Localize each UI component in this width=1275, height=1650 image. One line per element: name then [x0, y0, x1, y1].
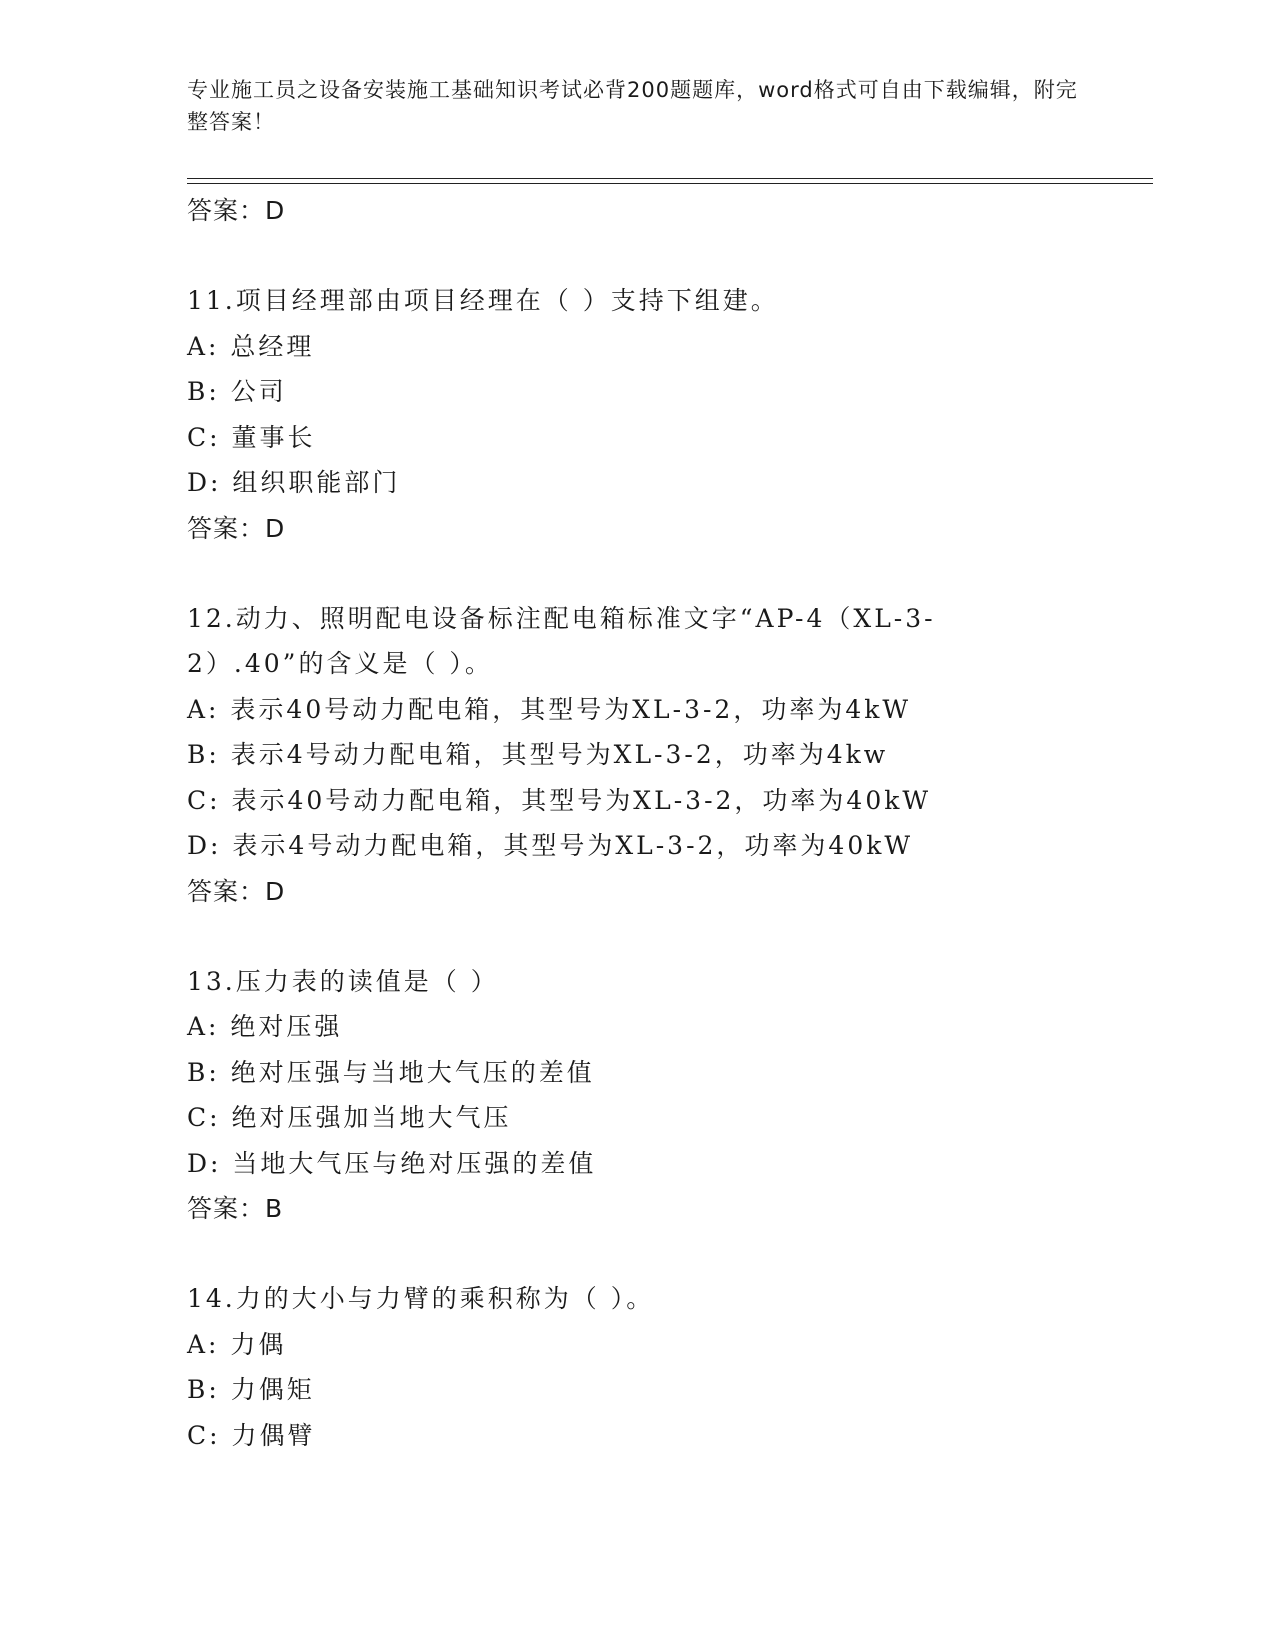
question-stem: 14.力的大小与力臂的乘积称为（ ）。 — [187, 1284, 655, 1313]
option-c: C: 绝对压强加当地大气压 — [187, 1103, 512, 1132]
page-header: 专业施工员之设备安装施工基础知识考试必背200题题库，word格式可自由下载编辑，附完整答案！ — [187, 78, 1078, 134]
option-a: A: 总经理 — [187, 331, 315, 361]
question-14 — [187, 1276, 1147, 1458]
previous-answer: 答案：D — [187, 196, 286, 225]
option-d: D: 当地大气压与绝对压强的差值 — [187, 1148, 597, 1178]
option-a: A: 表示40号动力配电箱，其型号为XL-3-2，功率为4kW — [187, 694, 912, 724]
answer: 答案：D — [187, 513, 286, 543]
option-a: A: 力偶 — [187, 1329, 287, 1359]
question-stem: 11.项目经理部由项目经理在（ ）支持下组建。 — [187, 286, 779, 315]
question-stem: 13.压力表的读值是（ ） — [187, 966, 499, 996]
option-c: C: 表示40号动力配电箱，其型号为XL-3-2，功率为40kW — [187, 785, 932, 815]
answer: 答案：B — [187, 1194, 284, 1223]
option-b: B: 力偶矩 — [187, 1375, 315, 1404]
header-divider — [187, 178, 1153, 184]
option-a: A: 绝对压强 — [187, 1012, 343, 1041]
question-stem: 12.动力、照明配电设备标注配电箱标准文字“AP-4（XL-3-2）.40”的含义是（ ）。 — [187, 603, 936, 678]
option-b: B: 公司 — [187, 377, 287, 406]
answer: 答案：D — [187, 876, 286, 906]
option-d: D: 组织职能部门 — [187, 468, 401, 497]
question-12 — [187, 596, 1147, 915]
option-c: C: 董事长 — [187, 422, 316, 452]
question-13 — [187, 959, 1147, 1233]
option-d: D: 表示4号动力配电箱，其型号为XL-3-2，功率为40kW — [187, 831, 914, 860]
option-b: B: 表示4号动力配电箱，其型号为XL-3-2，功率为4kw — [187, 740, 889, 769]
option-c: C: 力偶臂 — [187, 1420, 316, 1450]
question-11 — [187, 278, 1147, 552]
question-list — [187, 188, 1147, 1458]
option-b: B: 绝对压强与当地大气压的差值 — [187, 1057, 595, 1087]
